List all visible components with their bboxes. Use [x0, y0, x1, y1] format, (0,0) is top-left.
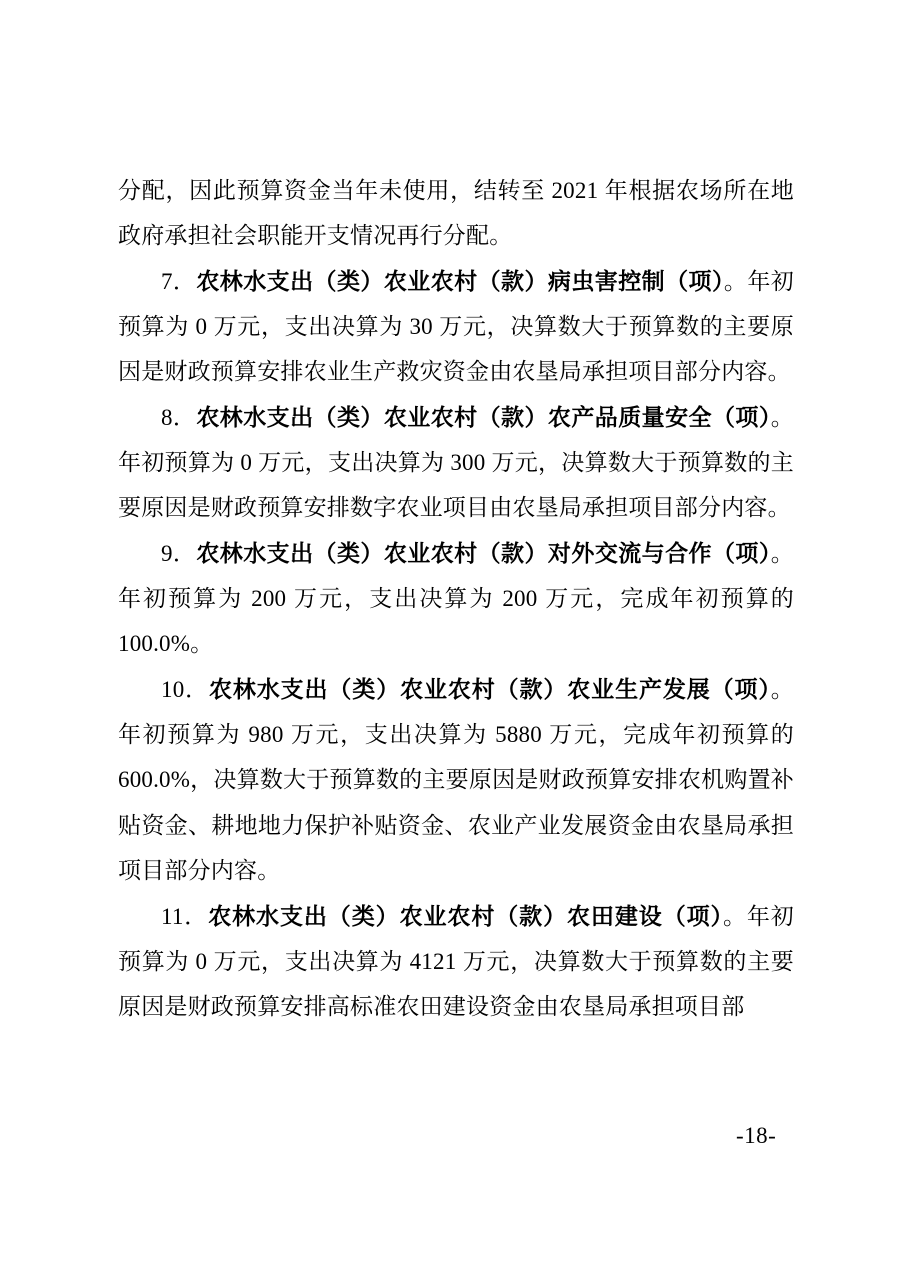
paragraph-item-9	[118, 531, 794, 667]
paragraph-heading: 农林水支出（类）农业农村（款）病虫害控制（项）	[196, 268, 724, 294]
paragraph-heading: 农林水支出（类）农业农村（款）农产品质量安全（项）	[196, 404, 771, 430]
paragraph-number: 9．	[161, 540, 197, 566]
paragraph-body: 。年初预算为 200 万元，支出决算为 200 万元，完成年初预算的 100.0%。	[118, 540, 794, 657]
paragraph-body: 。年初预算为 0 万元，支出决算为 30 万元，决算数大于预算数的主要原因是财政预算安排农业生产救灾资金由农垦局承担项目部分内容。	[118, 268, 794, 385]
page-number: -18-	[736, 1123, 777, 1148]
paragraph-number: 8．	[161, 404, 197, 430]
paragraph-item-11	[118, 894, 794, 1030]
paragraph-item-8	[118, 395, 794, 531]
paragraph-body: 。年初预算为 0 万元，支出决算为 4121 万元，决算数大于预算数的主要原因是财政预算安排高标准农田建设资金由农垦局承担项目部	[118, 903, 795, 1020]
paragraph-heading: 农林水支出（类）农业农村（款）农田建设（项）	[208, 903, 723, 929]
paragraph-body: 。年初预算为 980 万元，支出决算为 5880 万元，完成年初预算的 600.0%，决算数大于预算数的主要原因是财政预算安排农机购置补贴资金、耕地地力保护补贴资金、农业产业发展资金由农垦局承担项目部分内容。	[118, 676, 794, 884]
paragraph-body: 。年初预算为 0 万元，支出决算为 300 万元，决算数大于预算数的主要原因是财政预算安排数字农业项目由农垦局承担项目部分内容。	[118, 404, 794, 521]
paragraph-heading: 农林水支出（类）农业农村（款）对外交流与合作（项）	[196, 540, 771, 566]
paragraph-heading: 农林水支出（类）农业农村（款）农业生产发展（项）	[208, 676, 771, 702]
paragraph-number: 7．	[161, 268, 197, 294]
paragraph-item-7	[118, 259, 794, 395]
paragraph-number: 10．	[161, 676, 209, 702]
paragraph-number: 11．	[161, 903, 209, 929]
document-body	[118, 168, 794, 1030]
paragraph-continuation	[118, 168, 794, 259]
paragraph-item-10	[118, 667, 794, 894]
paragraph-body: 分配，因此预算资金当年未使用，结转至 2021 年根据农场所在地政府承担社会职能开支情况再行分配。	[118, 178, 794, 249]
